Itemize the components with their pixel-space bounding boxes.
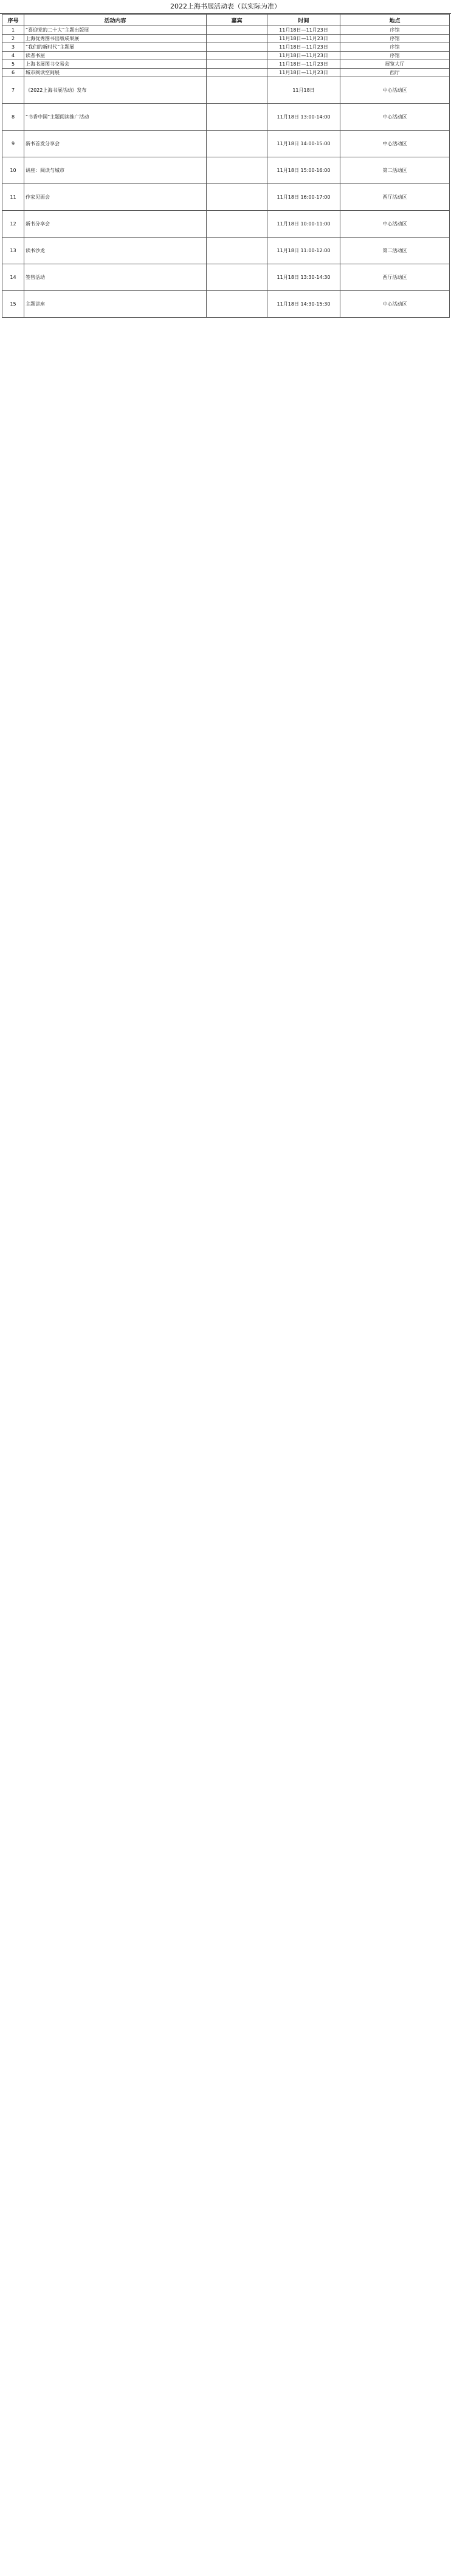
table-row xyxy=(2,60,450,69)
cell-place: 西厅活动区 xyxy=(340,184,450,211)
table-row xyxy=(2,77,450,104)
cell-no: 14 xyxy=(2,264,24,291)
table-row xyxy=(2,238,450,264)
cell-place: 序馆 xyxy=(340,52,450,60)
cell-time: 11月18日 xyxy=(267,77,340,104)
cell-guest xyxy=(207,77,267,104)
cell-guest xyxy=(207,60,267,69)
cell-place: 序馆 xyxy=(340,43,450,52)
cell-no: 10 xyxy=(2,157,24,184)
cell-place: 第二活动区 xyxy=(340,238,450,264)
cell-place: 第二活动区 xyxy=(340,157,450,184)
cell-content: 读者书屋 xyxy=(24,52,207,60)
cell-time: 11月18日—11月23日 xyxy=(267,60,340,69)
cell-content: 讲座：阅读与城市 xyxy=(24,157,207,184)
cell-place: 中心活动区 xyxy=(340,211,450,238)
cell-no: 4 xyxy=(2,52,24,60)
cell-content: 新书首发分享会 xyxy=(24,131,207,157)
page-title: 2022上海书展活动表（以实际为准） xyxy=(0,0,451,14)
cell-no: 1 xyxy=(2,26,24,35)
cell-guest xyxy=(207,69,267,77)
cell-no: 6 xyxy=(2,69,24,77)
cell-content: 作家见面会 xyxy=(24,184,207,211)
col-header-no: 序号 xyxy=(2,15,24,26)
col-header-guest: 嘉宾 xyxy=(207,15,267,26)
table-row xyxy=(2,264,450,291)
cell-place: 中心活动区 xyxy=(340,104,450,131)
col-header-place: 地点 xyxy=(340,15,450,26)
cell-guest xyxy=(207,26,267,35)
table-row xyxy=(2,43,450,52)
cell-no: 8 xyxy=(2,104,24,131)
table-row xyxy=(2,157,450,184)
cell-place: 展览大厅 xyxy=(340,60,450,69)
cell-no: 11 xyxy=(2,184,24,211)
cell-no: 7 xyxy=(2,77,24,104)
cell-guest xyxy=(207,43,267,52)
cell-guest xyxy=(207,238,267,264)
cell-time: 11月18日 14:30-15:30 xyxy=(267,291,340,318)
col-header-time: 时间 xyxy=(267,15,340,26)
cell-time: 11月18日 13:00-14:00 xyxy=(267,104,340,131)
cell-no: 15 xyxy=(2,291,24,318)
cell-guest xyxy=(207,52,267,60)
cell-time: 11月18日 10:00-11:00 xyxy=(267,211,340,238)
cell-time: 11月18日 16:00-17:00 xyxy=(267,184,340,211)
cell-content: 上海优秀图书出版成果展 xyxy=(24,35,207,43)
cell-time: 11月18日 15:00-16:00 xyxy=(267,157,340,184)
cell-content: 签售活动 xyxy=(24,264,207,291)
cell-place: 西厅活动区 xyxy=(340,264,450,291)
cell-time: 11月18日—11月23日 xyxy=(267,43,340,52)
cell-no: 2 xyxy=(2,35,24,43)
cell-time: 11月18日—11月23日 xyxy=(267,52,340,60)
cell-time: 11月18日—11月23日 xyxy=(267,26,340,35)
cell-no: 9 xyxy=(2,131,24,157)
cell-guest xyxy=(207,184,267,211)
cell-guest xyxy=(207,211,267,238)
cell-content: 上海书展图书交易会 xyxy=(24,60,207,69)
cell-place: 序馆 xyxy=(340,26,450,35)
cell-content: “我们的新时代”主题展 xyxy=(24,43,207,52)
cell-place: 中心活动区 xyxy=(340,291,450,318)
cell-content: “喜迎党的二十大”主题出版展 xyxy=(24,26,207,35)
cell-guest xyxy=(207,264,267,291)
cell-time: 11月18日—11月23日 xyxy=(267,35,340,43)
cell-time: 11月18日 13:30-14:30 xyxy=(267,264,340,291)
col-header-content: 活动内容 xyxy=(24,15,207,26)
table-row xyxy=(2,69,450,77)
table-row xyxy=(2,26,450,35)
cell-content: 《2022上海书展活动》发布 xyxy=(24,77,207,104)
table-row xyxy=(2,291,450,318)
activity-table xyxy=(2,14,450,318)
table-row xyxy=(2,104,450,131)
cell-time: 11月18日 11:00-12:00 xyxy=(267,238,340,264)
cell-content: 主题讲座 xyxy=(24,291,207,318)
cell-no: 5 xyxy=(2,60,24,69)
cell-content: 城市阅读空间展 xyxy=(24,69,207,77)
cell-place: 西厅 xyxy=(340,69,450,77)
cell-time: 11月18日—11月23日 xyxy=(267,69,340,77)
table-row xyxy=(2,52,450,60)
cell-guest xyxy=(207,104,267,131)
cell-time: 11月18日 14:00-15:00 xyxy=(267,131,340,157)
cell-guest xyxy=(207,35,267,43)
table-header-row xyxy=(2,15,450,26)
cell-content: “书香中国”主题阅读推广活动 xyxy=(24,104,207,131)
cell-no: 13 xyxy=(2,238,24,264)
cell-guest xyxy=(207,131,267,157)
cell-content: 读书沙龙 xyxy=(24,238,207,264)
table-row xyxy=(2,35,450,43)
cell-guest xyxy=(207,157,267,184)
table-row xyxy=(2,131,450,157)
cell-no: 3 xyxy=(2,43,24,52)
table-row xyxy=(2,184,450,211)
cell-content: 新书分享会 xyxy=(24,211,207,238)
cell-place: 中心活动区 xyxy=(340,131,450,157)
table-row xyxy=(2,211,450,238)
cell-no: 12 xyxy=(2,211,24,238)
cell-place: 中心活动区 xyxy=(340,77,450,104)
cell-place: 序馆 xyxy=(340,35,450,43)
cell-guest xyxy=(207,291,267,318)
